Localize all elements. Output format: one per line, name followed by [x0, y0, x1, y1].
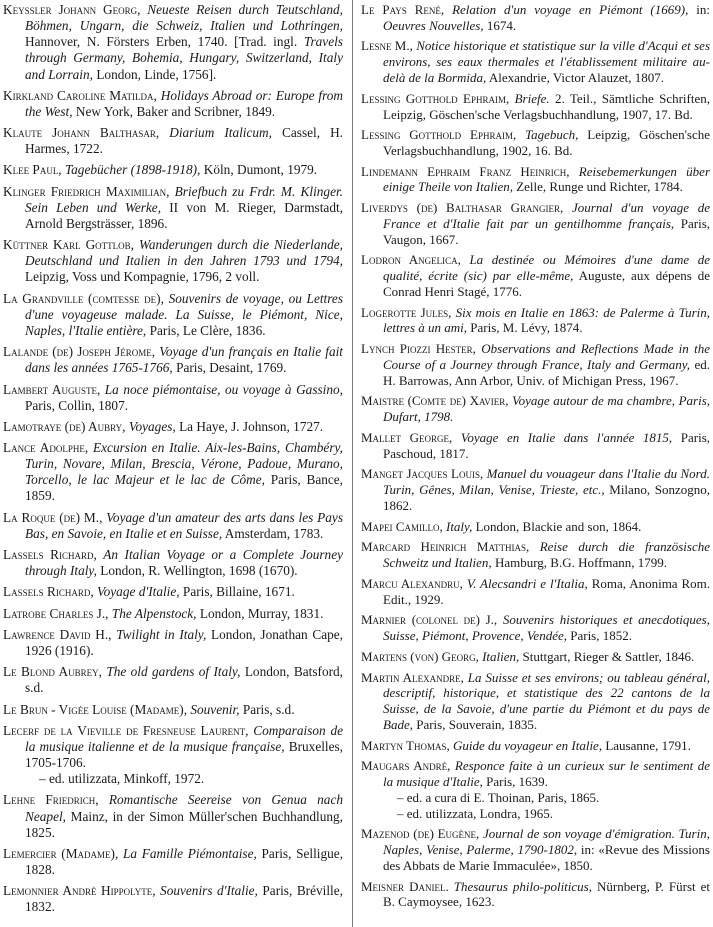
bibliography-entry [3, 125, 343, 157]
entry-author: Maugars André, [361, 758, 451, 774]
entry-author: Le Pays René, [361, 2, 445, 17]
entry-author: Lalande (de) Joseph Jérome, [3, 344, 156, 360]
entry-author: Lessing Gotthold Ephraim, [361, 127, 517, 143]
entry-title: Oeuvres Nouvelles, [383, 17, 484, 33]
entry-title: Souvenirs d'Italie, [160, 883, 258, 899]
bibliography-entry [3, 237, 343, 285]
entry-author: Martyn Thomas, [361, 737, 450, 753]
bibliography-entry [361, 758, 710, 821]
bibliography-entry [3, 184, 343, 232]
entry-author: Kirkland Caroline Matilda, [3, 87, 157, 103]
bibliography-entry [361, 649, 710, 665]
entry-author: Le Blond Aubrey, [3, 664, 102, 680]
entry-publication: Hamburg, B.G. Hoffmann, 1799. [494, 555, 668, 571]
entry-publication: London, Linde, 1756]. [96, 66, 217, 82]
entry-publication: Paris, Billaine, 1671. [182, 584, 295, 600]
entry-publication: Leipzig, Voss und Kompagnie, 1796, 2 voll. [25, 269, 260, 285]
entry-title: Notice historique et statistique sur la ville d'Acqui et ses environs, ses eaux thermales et l'établissement militaire au-delà de la Bormida, [383, 38, 711, 86]
entry-author: Lance Adolphe, [3, 440, 89, 456]
entry-publication: Roma, Anonima Rom. Edit., 1929. [383, 575, 711, 607]
bibliography-entry [361, 430, 710, 462]
entry-title: Voyages, [128, 418, 176, 434]
bibliography-entry [361, 670, 710, 733]
bibliography-entry [3, 419, 343, 435]
entry-publication: Cassel, H. Harmes, 1722. [25, 125, 343, 157]
bibliography-entry [3, 2, 343, 83]
bibliography-entry [3, 702, 343, 718]
bibliography-entry [3, 627, 343, 659]
entry-publication: Paris, Paschoud, 1817. [383, 429, 711, 461]
bibliography-entry [361, 466, 710, 513]
entry-title: Six mois en Italie en 1863: de Palerme à Turin, lettres à un ami, [383, 304, 710, 336]
bibliography-left-column [3, 2, 343, 921]
bibliography-entry [361, 393, 710, 425]
entry-title: Italien, [482, 648, 520, 664]
bibliography-entry [361, 826, 710, 873]
entry-title: La Suisse et ses environs; ou tableau général, descriptif, historique, et statistique des 22 cantons de la Suisse, de la Savoie, d'une partie du Piémont et du pays de Bade, [383, 669, 711, 732]
entry-title: La noce piémontaise, ou voyage à Gassino, [104, 381, 343, 397]
entry-publication: Stuttgart, Rieger & Sattler, 1846. [522, 648, 695, 664]
bibliography-entry [361, 576, 710, 608]
entry-publication: Amsterdam, 1783. [224, 525, 324, 541]
entry-edition-note: – ed. a cura di E. Thoinan, Paris, 1865. [397, 789, 600, 805]
entry-author: Martens (von) Georg, [361, 648, 479, 664]
entry-author: Mallet George, [361, 429, 453, 445]
entry-author: Marcard Heinrich Matthias, [361, 539, 530, 555]
entry-title: La Famille Piémontaise, [123, 845, 257, 861]
bibliography-entry [3, 664, 343, 696]
bibliography-entry [361, 519, 710, 535]
entry-author: Mapei Camillo, [361, 518, 443, 534]
bibliography-entry [3, 88, 343, 120]
entry-publication: New York, Baker and Scribner, 1849. [75, 103, 276, 119]
entry-author: Klee Paul, [3, 162, 62, 178]
bibliography-entry [361, 91, 710, 123]
entry-author: Lehne Friedrich, [3, 792, 99, 808]
bibliography-entry [3, 846, 343, 878]
entry-publication: Paris, M. Lévy, 1874. [470, 320, 583, 336]
entry-author: Lecerf de la Vieville de Fresneuse Laurent, [3, 722, 249, 738]
entry-publication: Paris, Desaint, 1769. [176, 360, 287, 376]
entry-title: Tagebuch, [525, 127, 579, 143]
entry-title: Voyage d'Italie, [96, 584, 180, 600]
entry-author: Meisner Daniel. [361, 878, 449, 894]
entry-author: Maistre (Comte de) Xavier, [361, 393, 509, 409]
entry-title: Guide du voyageur en Italie, [452, 737, 603, 753]
entry-title: Diarium Italicum, [169, 125, 272, 141]
entry-author: Liverdys (de) Balthasar Grangier, [361, 200, 564, 216]
entry-author: Lemercier (Madame), [3, 845, 119, 861]
entry-publication: ed. H. Barrowas, Ann Arbor, Univ. of Michigan Press, 1967. [383, 356, 711, 388]
entry-publication: II von M. Rieger, Darmstadt, Arnold Bergsträsser, 1896. [25, 199, 343, 231]
entry-publication: Paris, Bance, 1859. [25, 472, 343, 504]
entry-author: Keyßler Johann Georg, [3, 2, 141, 17]
entry-title: Reisebemerkungen über einige Theile von Italien, [383, 163, 711, 195]
entry-publication: Paris, 1639. [486, 774, 548, 790]
entry-title: Briefe. [514, 90, 550, 106]
entry-publication: La Haye, J. Johnson, 1727. [179, 418, 324, 434]
entry-publication: Bruxelles, 1705-1706. [25, 738, 344, 771]
entry-author: La Roque (de) M., [3, 509, 103, 525]
bibliography-entry [3, 291, 343, 339]
entry-publication: Paris, Vaugon, 1667. [383, 215, 711, 247]
bibliography-entry [361, 38, 710, 85]
entry-author: Logerotte Jules, [361, 304, 452, 320]
entry-author: Lessing Gotthold Ephraim, [361, 90, 510, 106]
entry-publication: Paris, s.d. [242, 701, 295, 717]
bibliography-entry [361, 612, 710, 644]
entry-publication: Paris, Selligue, 1828. [25, 845, 344, 878]
bibliography-entry [3, 547, 343, 579]
entry-author: Klinger Friedrich Maximilian, [3, 183, 170, 199]
bibliography-entry [3, 382, 343, 414]
bibliography-entry [361, 738, 710, 754]
bibliography-entry [3, 723, 343, 788]
bibliography-entry [3, 883, 343, 915]
bibliography-entry [3, 440, 343, 505]
entry-author: Lassels Richard, [3, 584, 94, 600]
entry-title: Observations and Reflections Made in the Course of a Journey through France, Italy and Germany, [383, 341, 710, 372]
bibliography-right-column [361, 2, 710, 915]
entry-publication: London, Murray, 1831. [199, 605, 324, 621]
column-divider [352, 0, 353, 927]
entry-title: Thesaurus philo-politicus, [453, 878, 592, 894]
entry-publication: Auguste, aux dépens de Conrad Henri Stagé, 1776. [383, 268, 710, 299]
bibliography-entry [361, 2, 710, 34]
entry-author: Lodron Angelica, [361, 252, 461, 268]
bibliography-entry [361, 539, 710, 571]
entry-title: Reise durch die französische Schweitz und Italien, [383, 539, 711, 571]
entry-title: V. Alecsandri e l'Italia, [466, 575, 588, 591]
entry-author: Lamotraye (de) Aubry, [3, 418, 126, 434]
entry-author: Manget Jacques Louis, [361, 466, 484, 482]
entry-title: Travels through Germany, Bohemia, Hungary, Switzerland, Italy and Lorrain, [25, 34, 343, 82]
entry-title: Comparaison de la musique italienne et de la musique française, [25, 722, 343, 754]
bibliography-entry [361, 341, 710, 388]
entry-publication: Alexandrie, Victor Alauzet, 1807. [488, 70, 664, 86]
entry-author: Lassels Richard, [3, 547, 97, 563]
entry-publication: Milano, Sonzogno, 1862. [383, 482, 710, 513]
entry-author: Latrobe Charles J., [3, 605, 109, 621]
entry-author: Le Brun - Vigée Louise (Madame), [3, 701, 188, 717]
entry-title: The Alpenstock, [111, 605, 197, 621]
entry-edition-note: – ed. utilizzata, Londra, 1965. [397, 805, 553, 821]
bibliography-entry [3, 344, 343, 376]
entry-publication: London, Batsford, s.d. [25, 664, 343, 696]
entry-publication: Paris, 1852. [570, 628, 632, 644]
entry-author: Küttner Karl Gottlob, [3, 237, 135, 253]
entry-title: The old gardens of Italy, [106, 664, 241, 680]
entry-publication: Lausanne, 1791. [605, 737, 691, 753]
entry-author: Mazenod (de) Eugène, [361, 826, 480, 842]
entry-publication: Köln, Dumont, 1979. [203, 162, 318, 178]
entry-publication: Leipzig, Göschen'sche Verlagsbuchhandlung, 1902, 16. Bd. [383, 127, 711, 158]
entry-title: La destinée ou Mémoires d'une dame de qualité, écrite (sic) par elle-même, [383, 252, 711, 284]
entry-title: Journal de son voyage d'émigration. Turin, Naples, Venise, Palerme, 1790-1802, [383, 826, 710, 858]
entry-title: Souvenirs historiques et anecdotiques, Suisse, Piémont, Provence, Vendée, [383, 612, 710, 644]
entry-title: Twilight in Italy, [116, 626, 207, 642]
entry-title: Souvenir, [190, 701, 240, 717]
entry-title: Journal d'un voyage de France et d'Italie fait par un gentilhomme français, [383, 200, 710, 231]
entry-author: La Grandville (comtesse de), [3, 290, 164, 306]
bibliography-entry [3, 584, 343, 600]
entry-publication: London, Jonathan Cape, 1926 (1916). [25, 626, 344, 659]
entry-author: Marcu Alexandru, [361, 575, 463, 591]
entry-title: Souvenirs de voyage, ou Lettres d'une voyageuse malade. La Suisse, le Piémont, Nice, Naples, l'Italie entière, [25, 290, 343, 338]
bibliography-entry [361, 164, 710, 196]
bibliography-entry [3, 792, 343, 840]
bibliography-entry [361, 879, 710, 911]
entry-title: Italy, [445, 518, 473, 534]
entry-publication: Zelle, Runge und Richter, 1784. [516, 179, 683, 195]
entry-title: Relation d'un voyage en Piémont (1669), [452, 2, 689, 17]
entry-title: Responce faite à un curieux sur le sentiment de la musique d'Italie, [383, 758, 710, 790]
entry-title: An Italian Voyage or a Complete Journey through Italy, [25, 547, 344, 579]
entry-publication: Hannover, N. Försters Erben, 1740. [Trad. ingl. [25, 34, 298, 50]
entry-author: Marnier (colonel de) J., [361, 612, 498, 628]
entry-publication: 2. Teil., Sämtliche Schriften, Leipzig, Göschen'sche Verlagsbuchhandlung, 1907, 17. Bd. [383, 90, 710, 122]
entry-title: Voyage d'un français en Italie fait dans les années 1765-1766, [25, 344, 343, 376]
bibliography-entry [361, 200, 710, 247]
entry-publication: 1674. [486, 17, 517, 33]
entry-author: Lindemann Ephraim Franz Heinrich, [361, 163, 570, 179]
entry-title: Briefbuch zu Frdr. M. Klinger. Sein Leben und Werke, [25, 183, 343, 215]
entry-title: Neueste Reisen durch Teutschland, Böhmen, Ungarn, die Schweiz, Italien und Lothringen, [25, 2, 344, 34]
bibliography-entry [3, 606, 343, 622]
entry-author: Lambert Auguste, [3, 381, 101, 397]
entry-title: Voyage autour de ma chambre, Paris, Dufart, 1798. [383, 393, 711, 425]
entry-publication: Paris, Collin, 1807. [25, 397, 129, 413]
entry-publication: London, R. Wellington, 1698 (1670). [100, 563, 298, 579]
entry-title: Voyage d'un amateur des arts dans les Pays Bas, en Savoie, en Italie et en Suisse, [25, 509, 343, 541]
entry-title: Voyage en Italie dans l'année 1815, [460, 429, 673, 445]
bibliography-entry [361, 305, 710, 337]
entry-publication: Nürnberg, P. Fürst et B. Caymoysee, 1623. [383, 878, 711, 910]
entry-author: Martin Alexandre, [361, 669, 464, 685]
entry-publication: Paris, Souverain, 1835. [416, 716, 538, 732]
bibliography-entry [361, 127, 710, 159]
entry-edition-note: – ed. utilizzata, Minkoff, 1972. [39, 771, 205, 787]
bibliography-entry [3, 510, 343, 542]
bibliography-entry [361, 252, 710, 299]
entry-title: Wanderungen durch die Niederlande, Deutschland und Italien in den Jahren 1793 und 1794, [25, 237, 343, 269]
entry-title: Romantische Seereise von Genua nach Neapel, [25, 792, 343, 824]
entry-author: Lynch Piozzi Hester, [361, 341, 476, 357]
entry-publication: in: [696, 2, 711, 17]
entry-title: Tagebücher (1898-1918), [64, 162, 201, 178]
entry-publication: London, Blackie and son, 1864. [475, 518, 642, 534]
entry-publication: Paris, Le Clère, 1836. [149, 322, 266, 338]
entry-publication: Mainz, in der Simon Müller'schen Buchhandlung, 1825. [25, 808, 343, 840]
bibliography-entry [3, 162, 343, 178]
entry-author: Klaute Johann Balthasar, [3, 125, 160, 141]
entry-title: Holidays Abroad or: Europe from the West, [25, 87, 344, 119]
entry-author: Lemonnier André Hippolyte, [3, 883, 156, 899]
entry-author: Lawrence David H., [3, 626, 112, 642]
entry-author: Lesne M., [361, 38, 413, 54]
entry-title: Manuel du vouageur dans l'Italie du Nord. Turin, Gênes, Milan, Venise, Trieste, etc., [383, 466, 711, 498]
entry-title: Excursion en Italie. Aix-les-Bains, Chambéry, Turin, Novare, Milan, Brescia, Vérone, Padoue, Murano, Torcello, le lac Majeur et le lac de Côme, [25, 440, 343, 488]
entry-publication: Paris, Bréville, 1832. [25, 883, 343, 915]
entry-publication: in: «Revue des Missions des Abbats de Marie Immaculée», 1850. [383, 842, 710, 873]
